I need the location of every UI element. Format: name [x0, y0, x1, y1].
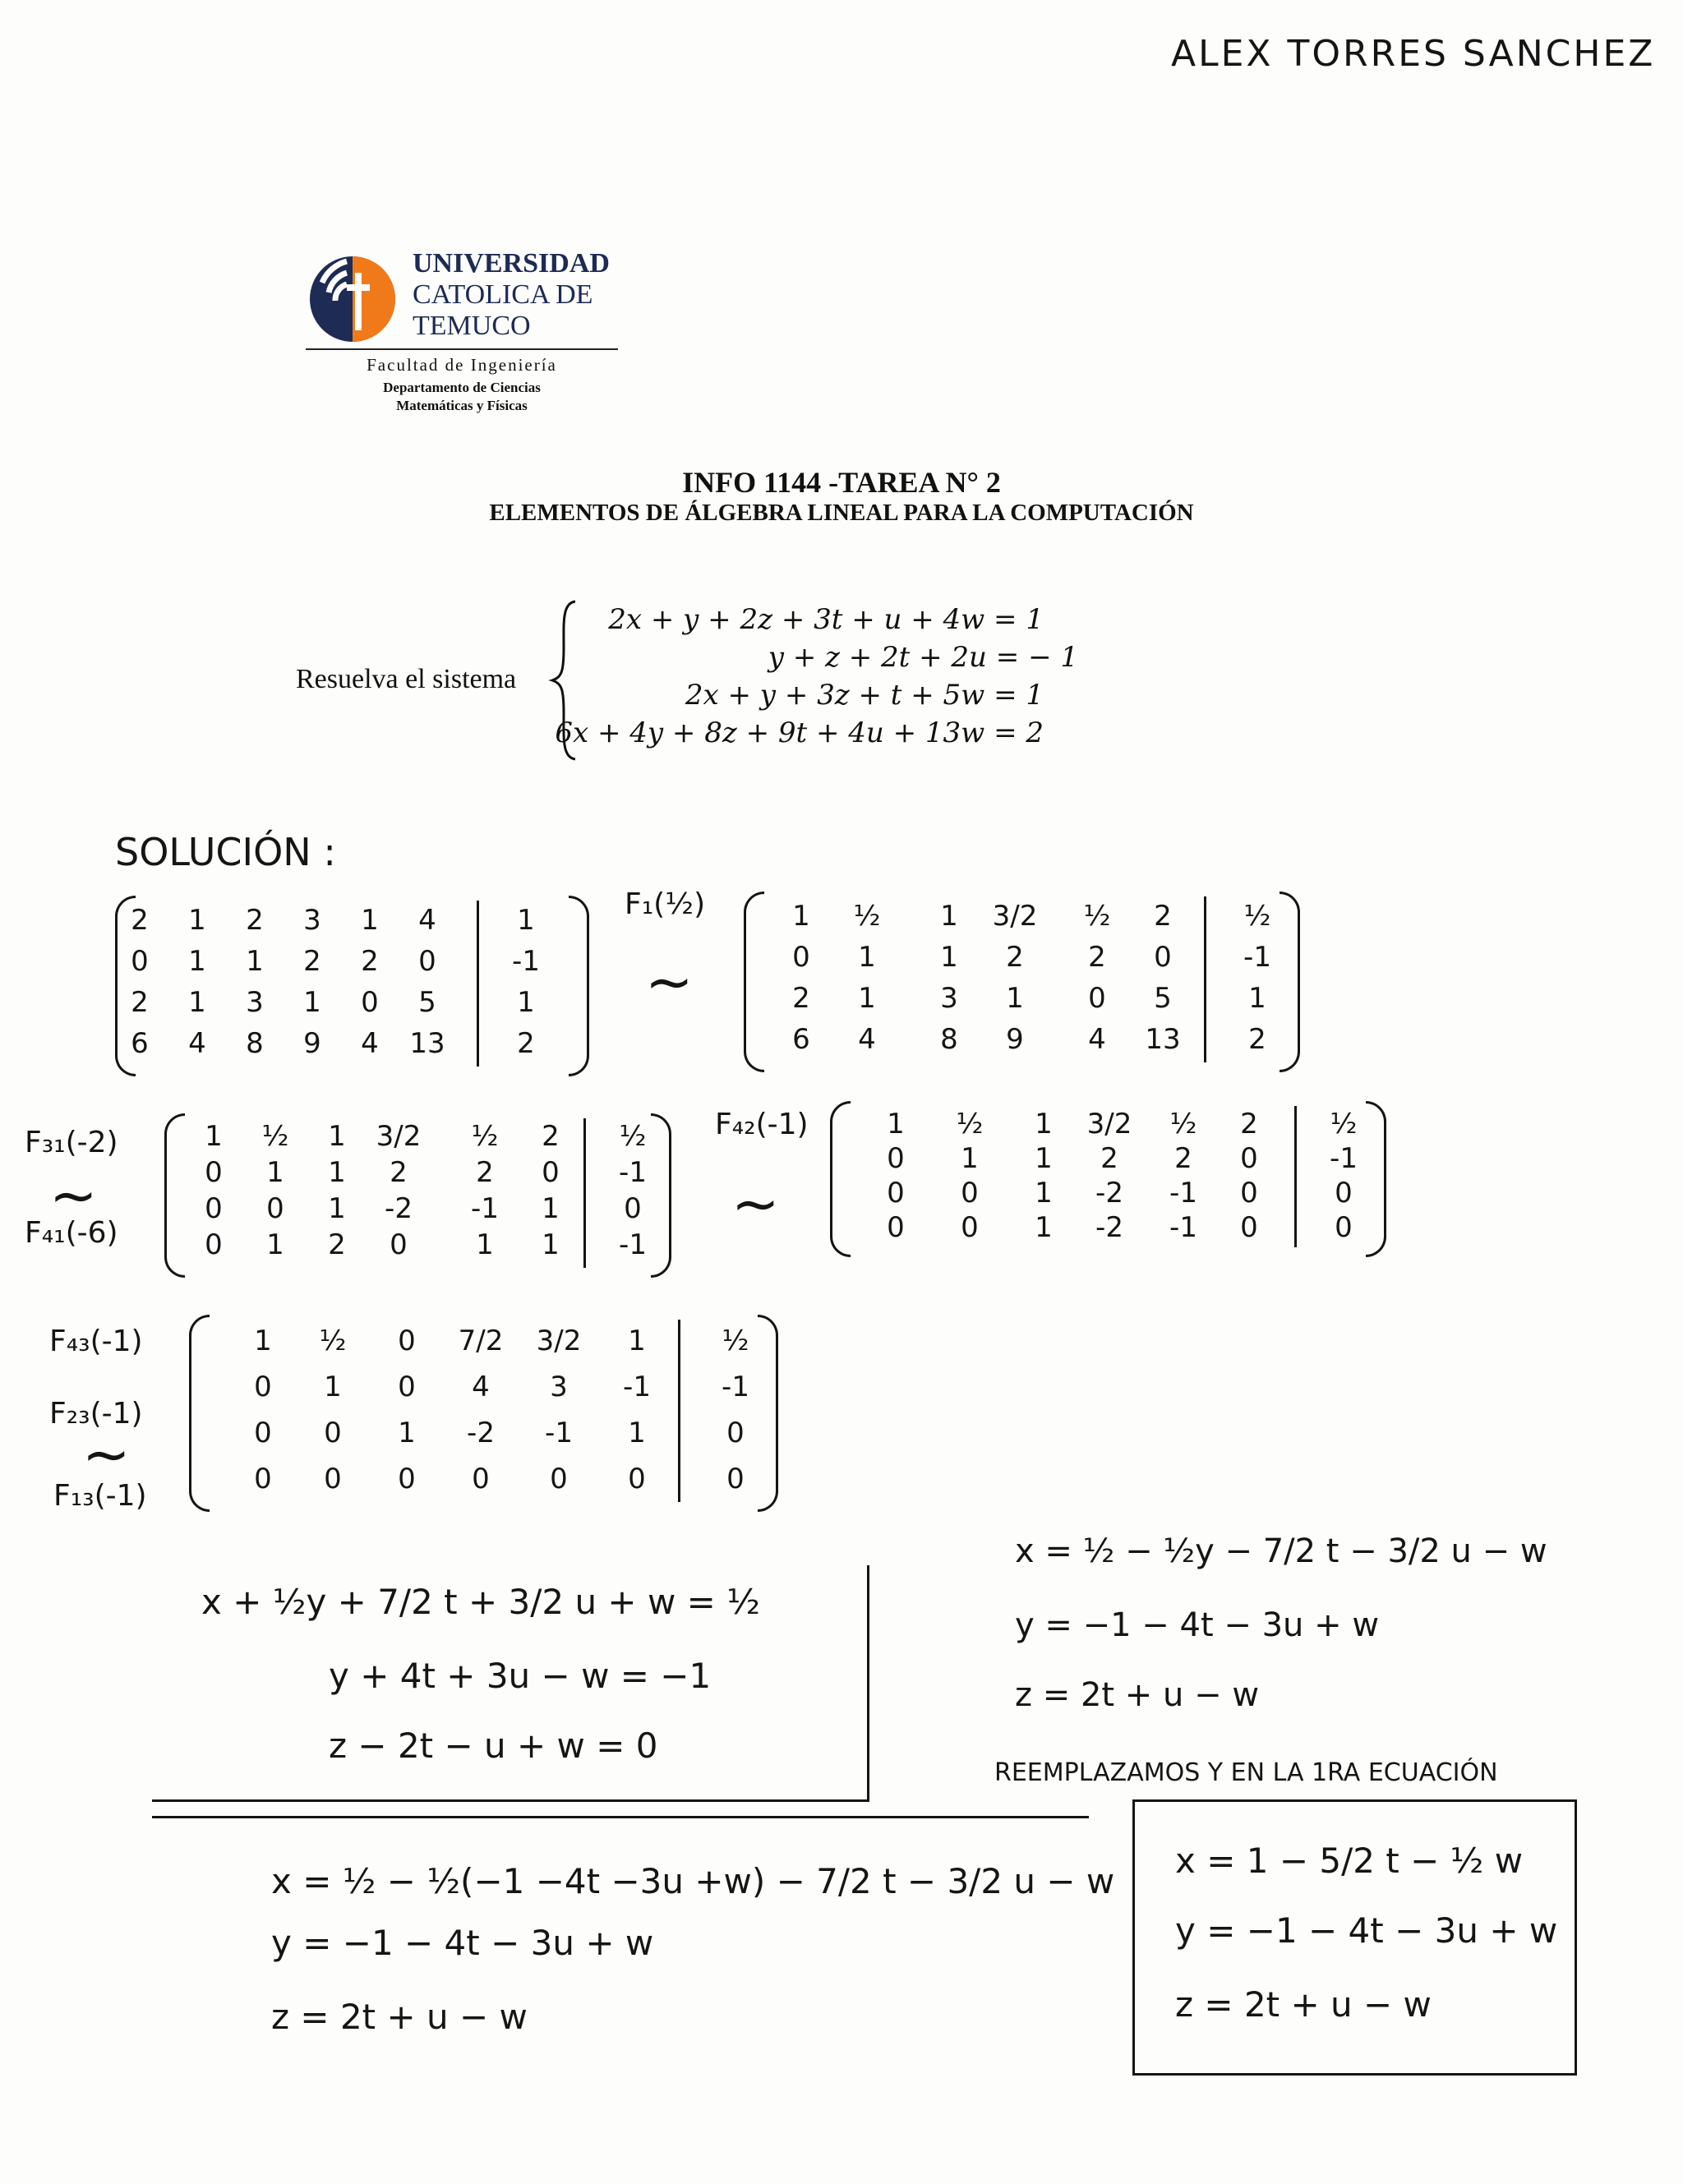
university-name-line3: TEMUCO	[413, 311, 531, 341]
equation-3: 2x + y + 3z + t + 5w = 1	[685, 679, 1044, 712]
final-x: x = 1 − 5/2 t − ½ w	[1175, 1841, 1524, 1881]
university-logo	[306, 245, 626, 422]
matrix-cell: -1	[471, 1192, 499, 1225]
matrix-cell: 0	[624, 1192, 642, 1225]
matrix-cell: ½	[722, 1325, 749, 1357]
matrix-cell: -1	[722, 1371, 749, 1403]
matrix-cell: 0	[887, 1211, 905, 1244]
matrix-cell: 1	[246, 945, 264, 978]
course-subtitle: ELEMENTOS DE ÁLGEBRA LINEAL PARA LA COMPUTACIÓN	[489, 500, 1194, 526]
matrix-cell: 5	[418, 986, 436, 1019]
matrix-cell: 0	[131, 945, 149, 978]
matrix-cell: 1	[1248, 982, 1266, 1015]
matrix-cell: 2	[476, 1156, 494, 1189]
matrix-cell: 1	[328, 1192, 346, 1225]
matrix-cell: 0	[205, 1192, 223, 1225]
augmented-bar	[1294, 1106, 1297, 1247]
matrix-left-paren	[189, 1315, 210, 1512]
matrix-cell: 0	[1088, 982, 1106, 1015]
matrix-cell: 0	[324, 1417, 342, 1449]
matrix-cell: 1	[361, 904, 379, 937]
matrix-cell: 1	[188, 904, 206, 937]
augmented-matrix-5	[189, 1315, 781, 1512]
matrix-cell: 1	[792, 900, 810, 933]
department-line2: Matemáticas y Físicas	[396, 398, 528, 413]
matrix-cell: 1	[940, 941, 958, 974]
matrix-right-paren	[758, 1315, 778, 1512]
row-op-F42: F₄₂(-1)	[715, 1108, 809, 1141]
matrix-cell: 1	[858, 982, 876, 1015]
matrix-cell: 0	[1240, 1142, 1258, 1175]
matrix-cell: 1	[303, 986, 321, 1019]
matrix-cell: 0	[472, 1463, 490, 1495]
equivalence-tilde: ∼	[82, 1421, 131, 1488]
matrix-cell: 0	[205, 1156, 223, 1189]
matrix-cell: 3	[550, 1371, 568, 1403]
solved-z: z = 2t + u − w	[1015, 1676, 1260, 1714]
university-emblem-icon	[306, 250, 400, 344]
final-z: z = 2t + u − w	[1175, 1984, 1432, 2025]
matrix-cell: 6	[131, 1027, 149, 1060]
matrix-cell: -1	[619, 1228, 647, 1261]
augmented-matrix-1	[115, 896, 592, 1076]
replace-note: REEMPLAZAMOS Y EN LA 1RA ECUACIÓN	[994, 1758, 1498, 1787]
matrix-cell: 2	[1174, 1142, 1192, 1175]
matrix-cell: 1	[398, 1417, 416, 1449]
matrix-cell: 1	[188, 945, 206, 978]
matrix-cell: 2	[792, 982, 810, 1015]
matrix-cell: 1	[1035, 1142, 1053, 1175]
logo-divider	[306, 348, 618, 350]
matrix-cell: ½	[1169, 1108, 1197, 1140]
matrix-cell: 1	[328, 1120, 346, 1153]
matrix-cell: 0	[550, 1463, 568, 1495]
matrix-cell: 1	[254, 1325, 272, 1357]
augmented-matrix-4	[830, 1101, 1389, 1257]
matrix-cell: 0	[1154, 941, 1172, 974]
matrix-cell: 1	[1035, 1211, 1053, 1244]
reduced-system-box	[152, 1565, 869, 1802]
matrix-cell: 0	[726, 1463, 745, 1495]
matrix-cell: 13	[1145, 1023, 1181, 1056]
matrix-cell: 3/2	[536, 1325, 582, 1357]
matrix-cell: 2	[390, 1156, 408, 1189]
matrix-cell: 4	[1088, 1023, 1106, 1056]
matrix-cell: ½	[1083, 900, 1111, 933]
equivalence-tilde: ∼	[731, 1170, 780, 1237]
matrix-cell: -2	[467, 1417, 495, 1449]
matrix-cell: 2	[131, 986, 149, 1019]
matrix-cell: ½	[1330, 1108, 1358, 1140]
matrix-cell: -2	[1095, 1177, 1123, 1209]
matrix-cell: 7/2	[458, 1325, 504, 1357]
matrix-cell: ½	[1243, 900, 1271, 933]
augmented-bar	[678, 1320, 680, 1502]
matrix-cell: 5	[1154, 982, 1172, 1015]
equation-2: y + z + 2t + 2u = − 1	[768, 641, 1078, 674]
matrix-cell: 0	[961, 1211, 979, 1244]
matrix-cell: 1	[266, 1156, 284, 1189]
equation-1: 2x + y + 2z + 3t + u + 4w = 1	[608, 603, 1044, 636]
solved-y: y = −1 − 4t − 3u + w	[1015, 1606, 1380, 1644]
matrix-cell: -1	[545, 1417, 573, 1449]
matrix-cell: 0	[398, 1371, 416, 1403]
matrix-cell: 0	[398, 1325, 416, 1357]
matrix-cell: 1	[188, 986, 206, 1019]
matrix-cell: 2	[131, 904, 149, 937]
reduced-eq-3: z − 2t − u + w = 0	[329, 1726, 658, 1766]
matrix-cell: 2	[1248, 1023, 1266, 1056]
matrix-cell: 4	[418, 904, 436, 937]
matrix-cell: 4	[858, 1023, 876, 1056]
matrix-cell: 9	[303, 1027, 321, 1060]
matrix-cell: -2	[385, 1192, 413, 1225]
matrix-cell: 3/2	[1086, 1108, 1132, 1140]
matrix-cell: -1	[619, 1156, 647, 1189]
matrix-cell: 2	[303, 945, 321, 978]
equivalence-tilde: ∼	[645, 948, 694, 1016]
matrix-cell: 13	[409, 1027, 445, 1060]
department-line1: Departamento de Ciencias	[383, 380, 541, 395]
system-prompt: Resuelva el sistema	[296, 664, 517, 694]
augmented-bar	[583, 1118, 586, 1268]
matrix-cell: 1	[961, 1142, 979, 1175]
matrix-cell: 2	[246, 904, 264, 937]
matrix-cell: 3/2	[992, 900, 1038, 933]
matrix-cell: 0	[254, 1463, 272, 1495]
matrix-cell: ½	[853, 900, 881, 933]
faculty-name: Facultad de Ingeniería	[367, 355, 557, 375]
matrix-right-paren	[1366, 1101, 1386, 1257]
matrix-cell: ½	[471, 1120, 499, 1153]
matrix-cell: 1	[542, 1192, 560, 1225]
matrix-cell: 2	[1240, 1108, 1258, 1140]
augmented-bar	[477, 901, 479, 1067]
matrix-cell: 0	[628, 1463, 646, 1495]
assignment-title: INFO 1144 -TAREA N° 2	[682, 466, 1001, 499]
row-op-F13: F₁₃(-1)	[53, 1479, 147, 1513]
substitution-y: y = −1 − 4t − 3u + w	[271, 1923, 654, 1963]
matrix-cell: 0	[887, 1177, 905, 1209]
matrix-cell: 9	[1006, 1023, 1024, 1056]
matrix-right-paren	[569, 896, 589, 1076]
matrix-cell: 1	[517, 986, 535, 1019]
matrix-cell: 1	[542, 1228, 560, 1261]
matrix-cell: 2	[542, 1120, 560, 1153]
matrix-cell: 1	[328, 1156, 346, 1189]
final-y: y = −1 − 4t − 3u + w	[1175, 1910, 1558, 1951]
augmented-matrix-2	[744, 892, 1303, 1072]
matrix-cell: 2	[1006, 941, 1024, 974]
matrix-cell: 6	[792, 1023, 810, 1056]
matrix-left-paren	[164, 1113, 185, 1278]
row-op-F43: F₄₃(-1)	[49, 1325, 143, 1358]
matrix-cell: 8	[940, 1023, 958, 1056]
matrix-cell: ½	[319, 1325, 347, 1357]
matrix-cell: ½	[261, 1120, 289, 1153]
matrix-cell: 0	[266, 1192, 284, 1225]
matrix-cell: 0	[961, 1177, 979, 1209]
row-op-F1: F₁(½)	[625, 887, 706, 921]
matrix-cell: 0	[1335, 1177, 1353, 1209]
matrix-cell: 8	[246, 1027, 264, 1060]
solution-label: SOLUCIÓN :	[115, 830, 336, 874]
matrix-right-paren	[1280, 892, 1300, 1072]
matrix-cell: 1	[1035, 1108, 1053, 1140]
matrix-cell: 0	[1335, 1211, 1353, 1244]
matrix-cell: 1	[266, 1228, 284, 1261]
matrix-cell: 1	[940, 900, 958, 933]
matrix-cell: 1	[205, 1120, 223, 1153]
row-op-F41: F₄₁(-6)	[25, 1216, 118, 1250]
row-op-F31: F₃₁(-2)	[25, 1126, 118, 1159]
substitution-x: x = ½ − ½(−1 −4t −3u +w) − 7/2 t − 3/2 u − w	[271, 1861, 1115, 1901]
matrix-cell: 3	[303, 904, 321, 937]
equivalence-tilde: ∼	[49, 1162, 98, 1229]
student-name: ALEX TORRES SANCHEZ	[1171, 33, 1656, 75]
matrix-cell: -1	[1169, 1177, 1197, 1209]
matrix-cell: 3/2	[376, 1120, 422, 1153]
matrix-left-paren	[744, 892, 764, 1072]
reduced-eq-2: y + 4t + 3u − w = −1	[329, 1656, 712, 1696]
solved-x: x = ½ − ½y − 7/2 t − 3/2 u − w	[1015, 1532, 1547, 1570]
matrix-cell: -1	[1330, 1142, 1358, 1175]
matrix-cell: 0	[324, 1463, 342, 1495]
matrix-cell: 4	[361, 1027, 379, 1060]
matrix-cell: 2	[1154, 900, 1172, 933]
matrix-cell: ½	[956, 1108, 984, 1140]
matrix-cell: 1	[1006, 982, 1024, 1015]
matrix-cell: 1	[858, 941, 876, 974]
matrix-cell: 0	[254, 1417, 272, 1449]
matrix-cell: 0	[1240, 1211, 1258, 1244]
matrix-cell: 0	[390, 1228, 408, 1261]
matrix-cell: 1	[476, 1228, 494, 1261]
matrix-cell: 0	[542, 1156, 560, 1189]
matrix-left-paren	[830, 1101, 851, 1257]
matrix-cell: 0	[726, 1417, 745, 1449]
row-op-F23: F₂₃(-1)	[49, 1397, 143, 1431]
matrix-cell: 2	[1100, 1142, 1118, 1175]
matrix-cell: ½	[619, 1120, 647, 1153]
matrix-cell: 1	[1035, 1177, 1053, 1209]
matrix-cell: 2	[1088, 941, 1106, 974]
matrix-cell: 0	[887, 1142, 905, 1175]
matrix-cell: 1	[887, 1108, 905, 1140]
matrix-cell: 0	[254, 1371, 272, 1403]
matrix-cell: 0	[205, 1228, 223, 1261]
matrix-cell: 1	[628, 1325, 646, 1357]
matrix-cell: -1	[512, 945, 540, 978]
matrix-cell: 0	[361, 986, 379, 1019]
university-name-line1: UNIVERSIDAD	[413, 248, 610, 279]
matrix-cell: -2	[1095, 1211, 1123, 1244]
substitution-z: z = 2t + u − w	[271, 1997, 528, 2037]
matrix-cell: 4	[188, 1027, 206, 1060]
matrix-cell: 0	[1240, 1177, 1258, 1209]
matrix-cell: 3	[246, 986, 264, 1019]
matrix-cell: -1	[1243, 941, 1271, 974]
matrix-cell: 2	[517, 1027, 535, 1060]
matrix-cell: 1	[324, 1371, 342, 1403]
matrix-cell: -1	[623, 1371, 651, 1403]
matrix-cell: 2	[328, 1228, 346, 1261]
matrix-cell: -1	[1169, 1211, 1197, 1244]
matrix-cell: 1	[628, 1417, 646, 1449]
augmented-bar	[1204, 896, 1206, 1062]
university-name-line2: CATOLICA DE	[413, 279, 593, 310]
matrix-cell: 4	[472, 1371, 490, 1403]
matrix-cell: 2	[361, 945, 379, 978]
equation-4: 6x + 4y + 8z + 9t + 4u + 13w = 2	[555, 716, 1044, 749]
matrix-cell: 1	[517, 904, 535, 937]
section-divider	[152, 1816, 1089, 1818]
reduced-eq-1: x + ½y + 7/2 t + 3/2 u + w = ½	[201, 1582, 760, 1622]
augmented-matrix-3	[164, 1113, 674, 1278]
matrix-cell: 0	[792, 941, 810, 974]
matrix-cell: 0	[398, 1463, 416, 1495]
matrix-cell: 0	[418, 945, 436, 978]
matrix-cell: 3	[940, 982, 958, 1015]
